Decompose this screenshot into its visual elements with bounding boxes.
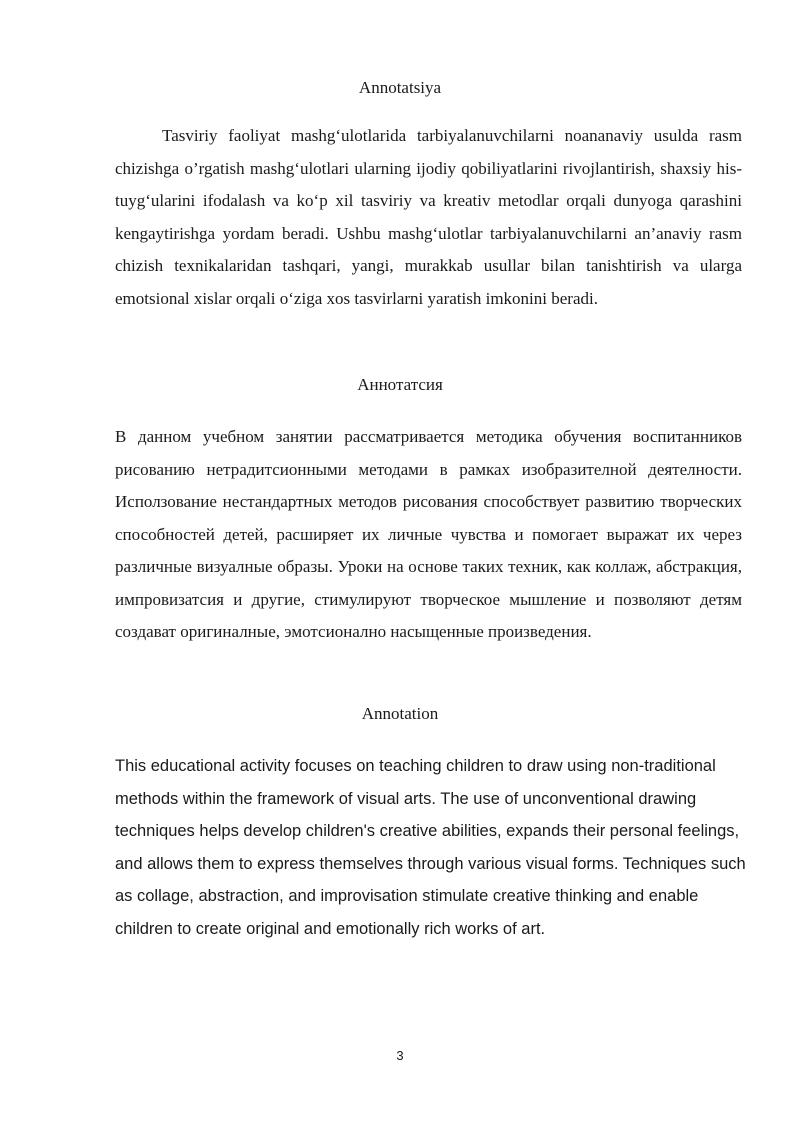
uzbek-annotation-body: Tasviriy faoliyat mashg‘ulotlarida tarbiyalanuvchilarni noananaviy usulda rasm chizishga o’rgatish mashg‘ulotlari ularning ijodiy qobiliyatlarini rivojlantirish, shaxsiy his-tuyg‘ularini ifodalash va ko‘p xil tasviriy va kreativ metodlar orqali dunyoga qarashini kengaytirishga yordam beradi. Ushbu mashg‘ulotlar tarbiyalanuvchilarni an’anaviy rasm chizish texnikalaridan tashqari, yangi, murakkab usullar bilan tanishtirish va ularga emotsional xislar orqali o‘ziga xos tasvirlarni yaratish imkonini beradi. bbox=[115, 126, 742, 308]
english-annotation-body: This educational activity focuses on teaching children to draw using non-traditional methods within the framework of visual arts. The use of unconventional drawing techniques helps develop children's creative abilities, expands their personal feelings, and allows them to express themselves through various visual forms. Techniques such as collage, abstraction, and improvisation stimulate creative thinking and enable children to create original and emotionally rich works of art. bbox=[115, 757, 746, 938]
page-number: 3 bbox=[396, 1048, 404, 1063]
russian-annotation-title: Аннотатсия bbox=[357, 375, 443, 394]
uzbek-annotation-title: Annotatsiya bbox=[358, 78, 442, 97]
english-annotation-title: Annotation bbox=[361, 704, 439, 723]
russian-annotation-body: В данном учебном занятии рассматривается методика обучения воспитанников рисованию нетрадитсионными методами в рамках изобразителной деятелности. Исползование нестандартных методов рисования способствует развитию творческих способностей детей, расширяет их личные чувства и помогает выражат их через различные визуалные образы. Уроки на основе таких техник, как коллаж, абстракция, импровизатсия и другие, стимулируют творческое мышление и позволяют детям создават оригиналные, эмотсионално насыщенные произведения. bbox=[115, 427, 742, 641]
